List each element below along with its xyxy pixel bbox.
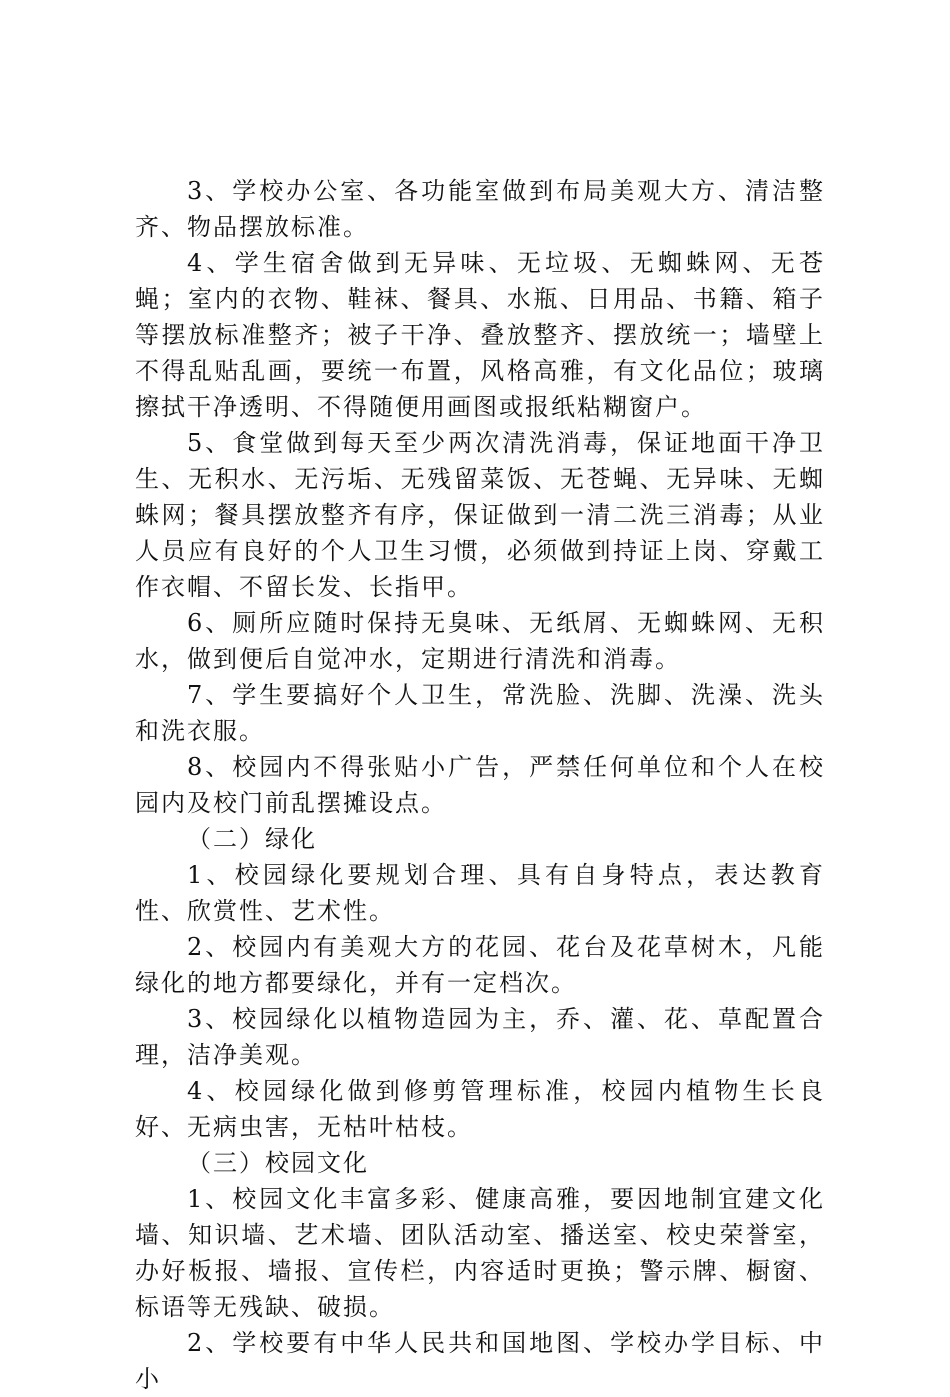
paragraph-greening-item-2: 2、校园内有美观大方的花园、花台及花草树木，凡能绿化的地方都要绿化，并有一定档次。 [135,933,825,997]
document-body [135,173,825,1397]
paragraph-office-item-3: 3、学校办公室、各功能室做到布局美观大方、清洁整齐、物品摆放标准。 [135,177,825,241]
paragraph-canteen-item-5: 5、食堂做到每天至少两次清洗消毒，保证地面干净卫生、无积水、无污垢、无残留菜饭、无苍蝇、无异味、无蜘蛛网；餐具摆放整齐有序，保证做到一清二洗三消毒；从业人员应有良好的个人卫生习惯，必须做到持证上岗、穿戴工作衣帽、不留长发、长指甲。 [135,429,825,601]
paragraph-dormitory-item-4: 4、学生宿舍做到无异味、无垃圾、无蜘蛛网、无苍蝇；室内的衣物、鞋袜、餐具、水瓶、日用品、书籍、箱子等摆放标准整齐；被子干净、叠放整齐、摆放统一；墙壁上不得乱贴乱画，要统一布置，风格高雅，有文化品位；玻璃擦拭干净透明、不得随便用画图或报纸粘糊窗户。 [135,249,825,421]
paragraph-toilet-item-6: 6、厕所应随时保持无臭味、无纸屑、无蜘蛛网、无积水，做到便后自觉冲水，定期进行清洗和消毒。 [135,609,825,673]
section-heading-greening: （二）绿化 [187,825,317,853]
paragraph-greening-item-4: 4、校园绿化做到修剪管理标准，校园内植物生长良好、无病虫害，无枯叶枯枝。 [135,1077,825,1141]
paragraph-culture-item-1: 1、校园文化丰富多彩、健康高雅，要因地制宜建文化墙、知识墙、艺术墙、团队活动室、播送室、校史荣誉室，办好板报、墙报、宣传栏，内容适时更换；警示牌、橱窗、标语等无残缺、破损。 [135,1185,825,1321]
paragraph-greening-item-1: 1、校园绿化要规划合理、具有自身特点，表达教育性、欣赏性、艺术性。 [135,861,825,925]
paragraph-ads-item-8: 8、校园内不得张贴小广告，严禁任何单位和个人在校园内及校门前乱摆摊设点。 [135,753,825,817]
paragraph-hygiene-item-7: 7、学生要搞好个人卫生，常洗脸、洗脚、洗澡、洗头和洗衣服。 [135,681,825,745]
paragraph-culture-item-2: 2、学校要有中华人民共和国地图、学校办学目标、中小 [135,1329,825,1393]
section-heading-campus-culture: （三）校园文化 [187,1149,369,1177]
paragraph-greening-item-3: 3、校园绿化以植物造园为主，乔、灌、花、草配置合理，洁净美观。 [135,1005,825,1069]
